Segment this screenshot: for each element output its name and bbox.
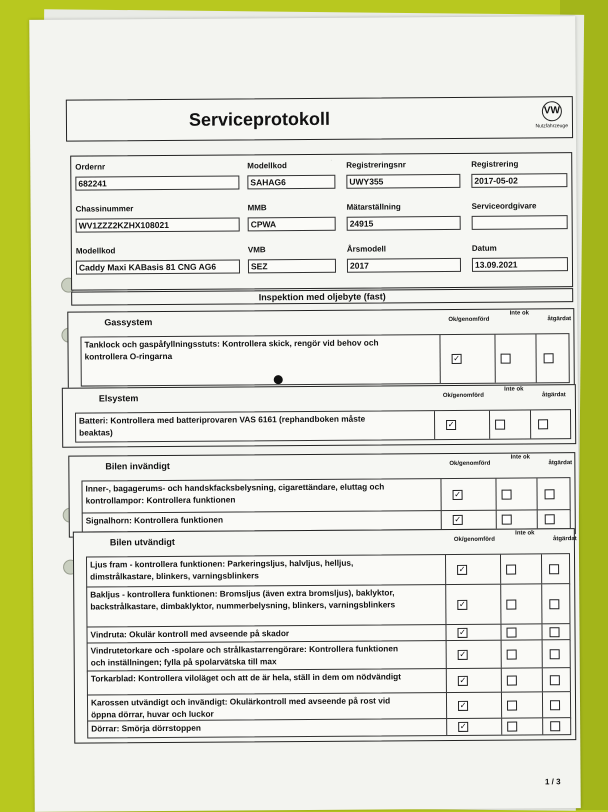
field-value: Caddy Maxi KABasis 81 CNG AG6 xyxy=(76,259,240,274)
field-label: Mätarställning xyxy=(346,202,401,212)
checkbox-not-ok[interactable] xyxy=(506,565,516,575)
checkbox-fixed[interactable] xyxy=(545,489,555,499)
checkbox-ok[interactable]: ✓ xyxy=(459,627,466,637)
checkbox-fixed[interactable] xyxy=(549,599,559,609)
column-divider xyxy=(494,335,495,383)
field-label: Modellkod xyxy=(75,246,116,256)
column-divider xyxy=(445,625,446,641)
checklist-item-text: Dörrar: Smörja dörrstoppen xyxy=(91,722,201,734)
field-value: WV1ZZZ2KZHX108021 xyxy=(76,217,240,232)
column-divider xyxy=(434,411,435,439)
column-header-fixed: åtgärdat xyxy=(547,316,572,323)
column-divider xyxy=(530,410,531,438)
column-divider xyxy=(542,668,543,692)
column-divider xyxy=(536,478,537,510)
field-label: Chassinummer xyxy=(75,204,134,214)
checkbox-ok[interactable]: ✓ xyxy=(459,721,467,731)
checklist-item-text: Batteri: Kontrollera med batteriprovaren VAS 6161 (rephandboken måste beaktas) xyxy=(79,413,366,438)
column-divider xyxy=(542,692,543,718)
page-title: Serviceprotokoll xyxy=(188,108,331,130)
checkbox-not-ok[interactable] xyxy=(506,628,516,638)
checkbox-ok[interactable]: ✓ xyxy=(458,599,466,609)
field-value: UWY355 xyxy=(346,174,460,189)
column-divider xyxy=(501,693,502,719)
column-header-not-ok: Inte ok xyxy=(509,310,529,317)
page-number: 1 / 3 xyxy=(544,777,561,787)
checklist-item-text: Karossen utvändigt och invändigt: Okulärkontroll med avseende på rost vid öppna dörrar, huvar och luckor xyxy=(90,695,391,720)
field-value: SEZ xyxy=(248,259,336,274)
checkbox-not-ok[interactable] xyxy=(501,354,511,364)
section-bilen-invändigt xyxy=(68,452,576,538)
column-header-fixed: åtgärdat xyxy=(553,536,577,543)
checkbox-not-ok[interactable] xyxy=(507,701,517,711)
column-header-ok: Ok/genomförd xyxy=(449,460,491,467)
checklist-item-text: Vindrutetorkare och -spolare och strålkastarrengörare: Kontrollera funktionen och inställningen; fylla på spolarvätska till max xyxy=(90,643,399,668)
field-value: 2017-05-02 xyxy=(471,173,567,188)
section-title: Bilen utvändigt xyxy=(109,536,175,548)
checklist-item-text: Tanklock och gaspåfyllningsstuts: Kontrollera skick, rengör vid behov och kontrollera O-ringarna xyxy=(84,337,379,362)
checkbox-not-ok[interactable] xyxy=(502,490,512,500)
checkbox-fixed[interactable] xyxy=(544,353,554,363)
section-header xyxy=(68,309,573,335)
column-divider xyxy=(446,719,447,735)
field-value: 682241 xyxy=(75,175,239,190)
column-divider xyxy=(501,719,502,735)
section-header xyxy=(74,529,577,554)
field-value: CPWA xyxy=(248,217,336,232)
checkbox-not-ok[interactable] xyxy=(495,420,505,430)
field-value xyxy=(472,215,568,230)
faded-print: · xyxy=(330,157,333,164)
title-box xyxy=(66,96,573,142)
field-label: VMB xyxy=(247,245,266,255)
checklist-row xyxy=(75,409,571,442)
column-divider xyxy=(441,511,442,529)
checkbox-not-ok[interactable] xyxy=(507,650,517,660)
field-label: Registreringsnr xyxy=(346,160,406,170)
column-divider xyxy=(446,693,447,719)
column-header-not-ok: Inte ok xyxy=(510,454,531,461)
column-divider xyxy=(500,555,501,585)
checkbox-not-ok[interactable] xyxy=(507,722,517,732)
column-divider xyxy=(541,554,542,584)
service-protocol-page xyxy=(29,16,581,812)
checklist-row xyxy=(80,333,569,386)
field-value: SAHAG6 xyxy=(247,175,335,190)
column-divider xyxy=(440,479,441,511)
inspection-title: Inspektion med oljebyte (fast) xyxy=(71,288,573,306)
column-divider xyxy=(542,640,543,668)
checkbox-fixed[interactable] xyxy=(550,649,560,659)
logo-subtitle: Nutzfahrzeuge xyxy=(535,123,569,130)
column-divider xyxy=(489,411,490,439)
column-divider xyxy=(446,669,447,693)
column-divider xyxy=(541,624,542,640)
section-header xyxy=(63,385,575,411)
column-header-not-ok: Inte ok xyxy=(504,386,524,393)
checklist-item-text: Torkarblad: Kontrollera viloläget och att de är hela, ställ in dem om nödvändigt xyxy=(90,671,401,684)
section-gassystem xyxy=(67,308,575,392)
vehicle-info xyxy=(70,152,573,291)
section-title: Bilen invändigt xyxy=(105,460,170,472)
column-divider xyxy=(501,641,502,669)
checkbox-not-ok[interactable] xyxy=(502,515,512,525)
field-value: 13.09.2021 xyxy=(472,257,568,272)
checklist-item-text: Vindruta: Okulär kontroll med avseende på skador xyxy=(90,628,290,640)
field-label: MMB xyxy=(247,203,267,213)
checkbox-ok[interactable]: ✓ xyxy=(454,514,462,524)
checkbox-fixed[interactable] xyxy=(549,564,559,574)
column-divider xyxy=(501,669,502,693)
checklist-item-text: Inner-, bagagerums- och handskfacksbelysning, cigarettändare, eluttag och kontrollampor: Kontrollera funktionen xyxy=(85,481,385,506)
section-title: Elsystem xyxy=(98,393,139,404)
column-divider xyxy=(439,335,440,383)
vw-logo-icon: VW xyxy=(542,101,562,121)
field-label: Årsmodell xyxy=(346,244,387,254)
column-header-not-ok: Inte ok xyxy=(515,530,535,537)
column-divider xyxy=(496,511,497,529)
column-header-fixed: åtgärdat xyxy=(548,460,573,467)
checkbox-ok[interactable]: ✓ xyxy=(459,675,467,685)
checkbox-not-ok[interactable] xyxy=(507,676,517,686)
checkbox-ok[interactable]: ✓ xyxy=(453,353,460,363)
column-divider xyxy=(535,334,536,382)
field-label: Datum xyxy=(471,243,497,253)
column-divider xyxy=(445,555,446,585)
checkbox-fixed[interactable] xyxy=(550,700,560,710)
checkbox-fixed[interactable] xyxy=(538,419,548,429)
column-divider xyxy=(446,641,447,669)
checklist-item-text: Bakljus - kontrollera funktionen: Bromsljus (även extra bromsljus), baklyktor, backstrålkastare, dimbaklyktor, nummerbelysning, blinkers, varningsblinkers xyxy=(90,587,396,612)
checkbox-ok[interactable]: ✓ xyxy=(459,700,467,710)
column-header-fixed: åtgärdat xyxy=(542,392,566,399)
column-divider xyxy=(541,584,542,624)
column-divider xyxy=(542,718,543,734)
column-divider xyxy=(495,479,496,511)
section-header xyxy=(69,453,574,479)
checkbox-fixed[interactable] xyxy=(549,627,559,637)
column-header-ok: Ok/genomförd xyxy=(448,316,490,323)
checkbox-not-ok[interactable] xyxy=(506,600,516,610)
section-title: Gassystem xyxy=(104,317,153,328)
checkbox-ok[interactable]: ✓ xyxy=(459,649,467,659)
checkbox-fixed[interactable] xyxy=(545,514,555,524)
checkbox-fixed[interactable] xyxy=(550,675,560,685)
column-divider xyxy=(500,585,501,625)
field-value: 24915 xyxy=(347,216,461,231)
ink-dot xyxy=(274,375,283,384)
column-header-ok: Ok/genomförd xyxy=(453,536,495,543)
field-label: Modellkod xyxy=(247,161,287,171)
checkbox-ok[interactable]: ✓ xyxy=(454,489,461,499)
checklist-row xyxy=(87,717,571,738)
checklist-item-text: Ljus fram - kontrollera funktionen: Parkeringsljus, halvljus, helljus, dimstrålkastare, blinkers, varningsblinkers xyxy=(90,557,354,582)
column-divider xyxy=(537,510,538,528)
section-bilen-utvändigt xyxy=(73,528,576,743)
checklist-item-text: Signalhorn: Kontrollera funktionen xyxy=(85,514,224,526)
field-label: Ordernr xyxy=(75,162,106,172)
field-value: 2017 xyxy=(347,258,461,273)
column-divider xyxy=(445,585,446,625)
checkbox-ok[interactable]: ✓ xyxy=(458,564,466,574)
checkbox-ok[interactable]: ✓ xyxy=(447,419,455,430)
checklist-row xyxy=(86,583,570,628)
column-divider xyxy=(500,625,501,641)
section-elsystem xyxy=(62,384,576,448)
column-header-ok: Ok/genomförd xyxy=(442,392,484,400)
field-label: Registrering xyxy=(471,159,519,169)
checkbox-fixed[interactable] xyxy=(550,721,560,731)
field-label: Serviceordgivare xyxy=(471,201,537,211)
